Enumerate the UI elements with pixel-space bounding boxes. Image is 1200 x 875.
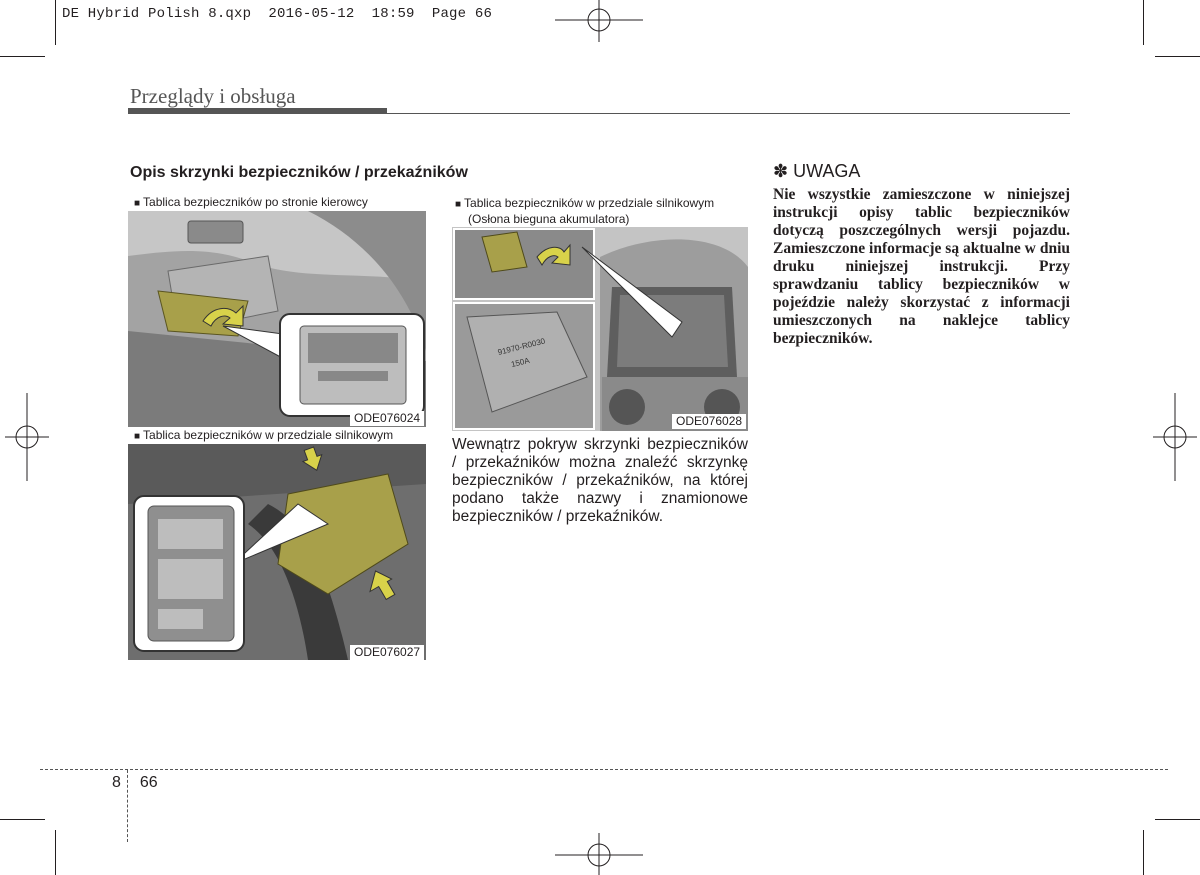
page-number [112,774,158,792]
figure-1-code: ODE076024 [350,411,424,426]
page-number-value: 66 [139,774,158,791]
svg-text:91970-R0030: 91970-R0030 [496,336,547,357]
print-slug: DE Hybrid Polish 8.qxp 2016-05-12 18:59 Page 66 [62,6,493,22]
chapter-number: 8 [112,774,121,791]
body-paragraph: Wewnątrz pokryw skrzynki bezpieczników / przekaźników można znaleźć skrzynkę bezpieczników / przekaźników, na której podano także nazwy i znamionowe bezpieczników / przekaźników. [452,436,748,525]
figure-engine-fuse-box [128,444,426,660]
figure-2-code: ODE076027 [350,645,424,660]
footer-rule [40,769,1168,770]
note-text: Nie wszystkie zamieszczone w niniejszej instrukcji opisy tablic bezpieczników dotyczą poszczególnych wersji pojazdu. Zamieszczone informacje są aktualne w dniu druku niniejszej instrukcji. Przy sprawdzaniu tablicy bezpieczników w pojeździe należy skorzystać z informacji umieszczonych na naklejce tablicy bezpieczników. [773,186,1070,347]
note-title: ✽ UWAGA [773,161,861,181]
figure-1-caption: ■ Tablica bezpieczników po stronie kierowcy [134,195,368,209]
bullet-square-icon: ■ [134,198,141,209]
figure-3-caption: ■ Tablica bezpieczników w przedziale silnikowym (Osłona bieguna akumulatora) [455,196,715,226]
svg-text:150A: 150A [510,355,531,370]
page-heading: Opis skrzynki bezpieczników / przekaźników [130,164,468,181]
driver-side-illustration [128,211,426,427]
figure-driver-fuse-panel [128,211,426,427]
engine-compartment-illustration [128,444,426,660]
figure-battery-terminal-cover [452,227,748,431]
figure-2-caption: ■ Tablica bezpieczników w przedziale silnikowym [134,428,394,442]
bullet-square-icon: ■ [134,431,141,442]
rear-cargo-illustration [452,227,748,431]
header-rule [128,108,387,114]
figure-3-code: ODE076028 [672,414,746,429]
bullet-square-icon: ■ [455,199,462,210]
section-title: Przeglądy i obsługa [130,84,296,108]
header-rule-thin [387,113,1070,114]
